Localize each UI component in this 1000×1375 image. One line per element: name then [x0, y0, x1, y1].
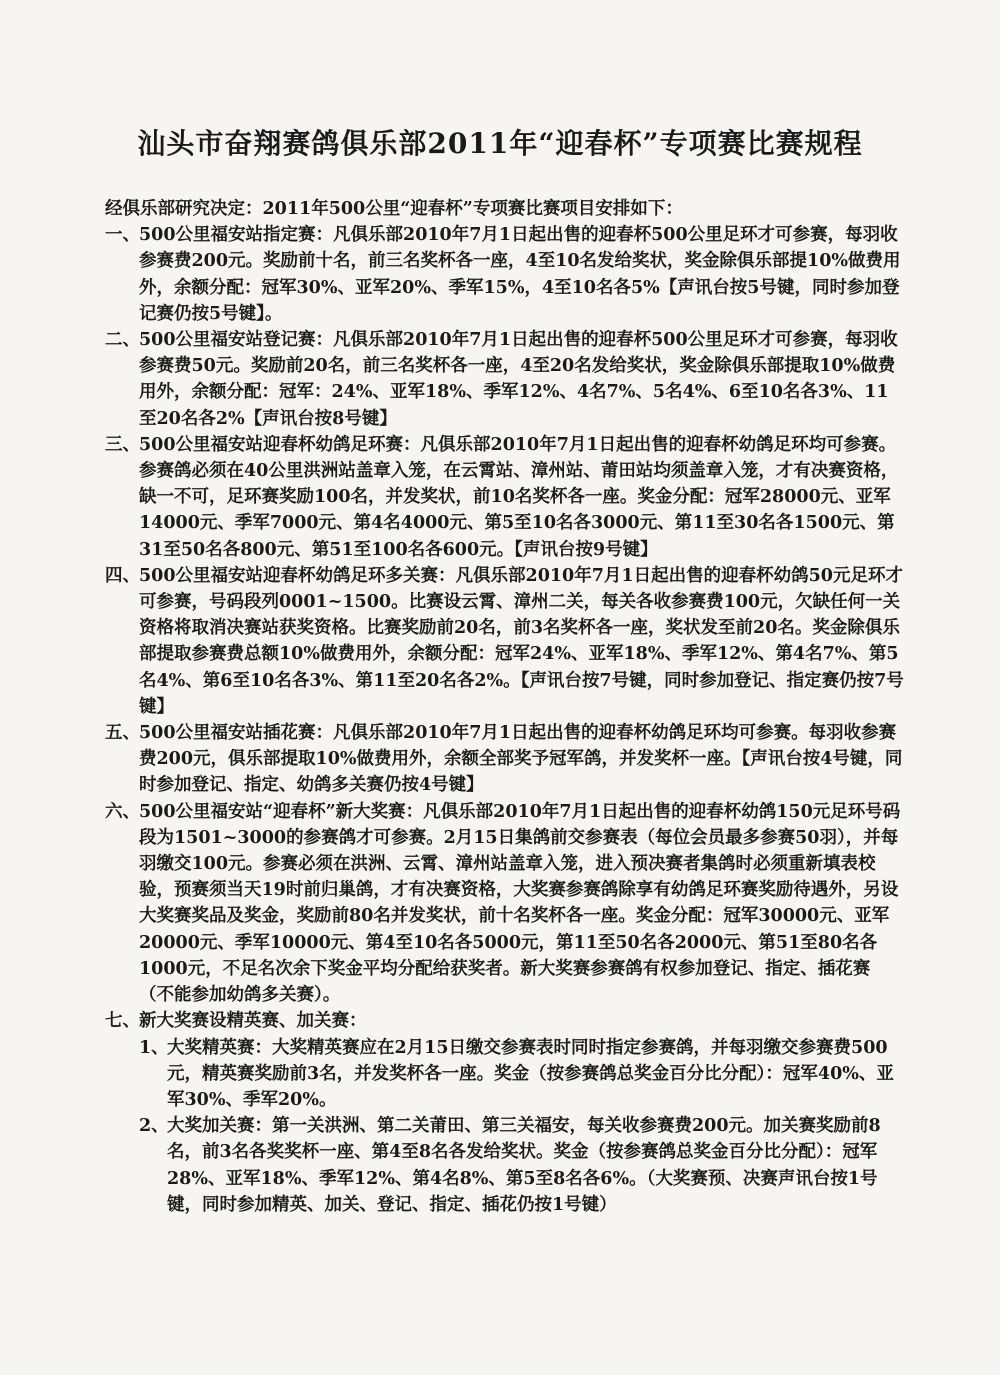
sub-rule-number: 1、 [139, 1037, 169, 1058]
rule-item-7 [105, 1008, 905, 1034]
rule-text: 500公里福安站“迎春杯”新大奖赛：凡俱乐部2010年7月1日起出售的迎春杯幼鸽150元足环号码段为1501~3000的参赛鸽才可参赛。2月15日集鸽前交参赛表（每位会员最多参赛50羽），并每羽缴交100元。参赛必须在洪洲、云霄、漳州站盖章入笼，进入预决赛者集鸽时必须重新填表校验，预赛须当天19时前归巢鸽，才有决赛资格，大奖赛参赛鸽除享有幼鸽足环赛奖励待遇外，另设大奖赛奖品及奖金，奖励前80名并发奖状，前十名奖杯各一座。奖金分配：冠军30000元、亚军20000元、季军10000元、第4至10名各5000元，第11至50名各2000元、第51至80名各1000元，不足名次余下奖金平均分配给获奖者。新大奖赛参赛鸽有权参加登记、指定、插花赛（不能参加幼鸽多关赛）。 [139, 801, 901, 1006]
sub-rule-number: 2、 [139, 1116, 169, 1137]
rule-text: 500公里福安站迎春杯幼鸽足环赛：凡俱乐部2010年7月1日起出售的迎春杯幼鸽足环均可参赛。参赛鸽必须在40公里洪洲站盖章入笼，在云霄站、漳州站、莆田站均须盖章入笼，才有决赛资格，缺一不可，足环赛奖励100名，并发奖状，前10名奖杯各一座。奖金分配：冠军28000元、亚军14000元、季军7000元、第4名4000元、第5至10名各3000元、第11至30名各1500元、第31至50名各800元、第51至100名各600元。【声讯台按9号键】 [139, 434, 899, 560]
document-body [105, 196, 905, 1218]
rule-item-6 [105, 799, 905, 1009]
rule-number: 六、 [105, 801, 140, 822]
rule-number: 二、 [105, 330, 140, 351]
rule-text: 新大奖赛设精英赛、加关赛： [139, 1011, 367, 1032]
rule-item-5 [105, 720, 905, 799]
rule-number: 七、 [105, 1011, 140, 1032]
intro-paragraph: 经俱乐部研究决定：2011年500公里“迎春杯”专项赛比赛项目安排如下： [105, 199, 683, 219]
sub-rule-item-1 [105, 1035, 905, 1114]
rule-number: 三、 [105, 434, 140, 455]
rule-text: 500公里福安站登记赛：凡俱乐部2010年7月1日起出售的迎春杯500公里足环才可参赛，每羽收参赛费50元。奖励前20名，前三名奖杯各一座，4至20名发给奖状，奖金除俱乐部提取10%做费用外，余额分配：冠军：24%、亚军18%、季军12%、4名7%、5名4%、6至10名各3%、11至20名各2%【声讯台按8号键】 [139, 330, 898, 429]
rule-number: 一、 [105, 225, 140, 246]
sub-rule-text: 大奖加关赛：第一关洪洲、第二关莆田、第三关福安，每关收参赛费200元。加关赛奖励前8名，前3名各奖奖杯一座、第4至8名各发给奖状。奖金（按参赛鸽总奖金百分比分配）：冠军28%、亚军18%、季军12%、第4名8%、第5至8名各6%。（大奖赛预、决赛声讯台按1号键，同时参加精英、加关、登记、指定、插花仍按1号键） [167, 1116, 881, 1215]
rule-number: 四、 [105, 565, 140, 586]
sub-rule-text: 大奖精英赛：大奖精英赛应在2月15日缴交参赛表时同时指定参赛鸽，并每羽缴交参赛费500元，精英赛奖励前3名，并发奖杯各一座。奖金（按参赛鸽总奖金百分比分配）：冠军40%、亚军30%、季军20%。 [167, 1037, 894, 1110]
rule-text: 500公里福安站插花赛：凡俱乐部2010年7月1日起出售的迎春杯幼鸽足环均可参赛。每羽收参赛费200元，俱乐部提取10%做费用外，余额全部奖予冠军鸽，并发奖杯一座。【声讯台按4号键，同时参加登记、指定、幼鸽多关赛仍按4号键】 [139, 723, 903, 796]
rule-item-1 [105, 222, 905, 327]
rule-item-4 [105, 563, 905, 720]
rule-text: 500公里福安站指定赛：凡俱乐部2010年7月1日起出售的迎春杯500公里足环才可参赛，每羽收参赛费200元。奖励前十名，前三名奖杯各一座，4至10名发给奖状，奖金除俱乐部提10%做费用外，余额分配：冠军30%、亚军20%、季军15%，4至10名各5%【声讯台按5号键，同时参加登记赛仍按5号键】。 [139, 225, 901, 324]
rule-number: 五、 [105, 723, 140, 744]
rule-item-3 [105, 432, 905, 563]
sub-rule-item-2 [105, 1113, 905, 1218]
rule-item-2 [105, 327, 905, 432]
document-title: 汕头市奋翔赛鸽俱乐部2011年“迎春杯”专项赛比赛规程 [137, 127, 863, 160]
rule-text: 500公里福安站迎春杯幼鸽足环多关赛：凡俱乐部2010年7月1日起出售的迎春杯幼鸽50元足环才可参赛，号码段列0001~1500。比赛设云霄、漳州二关，每关各收参赛费100元，欠缺任何一关资格将取消决赛站获奖资格。比赛奖励前20名，前3名奖杯各一座，奖状发至前20名。奖金除俱乐部提取参赛费总额10%做费用外，余额分配：冠军24%、亚军18%、季军12%、第4名7%、第5名4%、第6至10名各3%、第11至20名各2%。【声讯台按7号键，同时参加登记、指定赛仍按7号键】 [139, 565, 904, 717]
